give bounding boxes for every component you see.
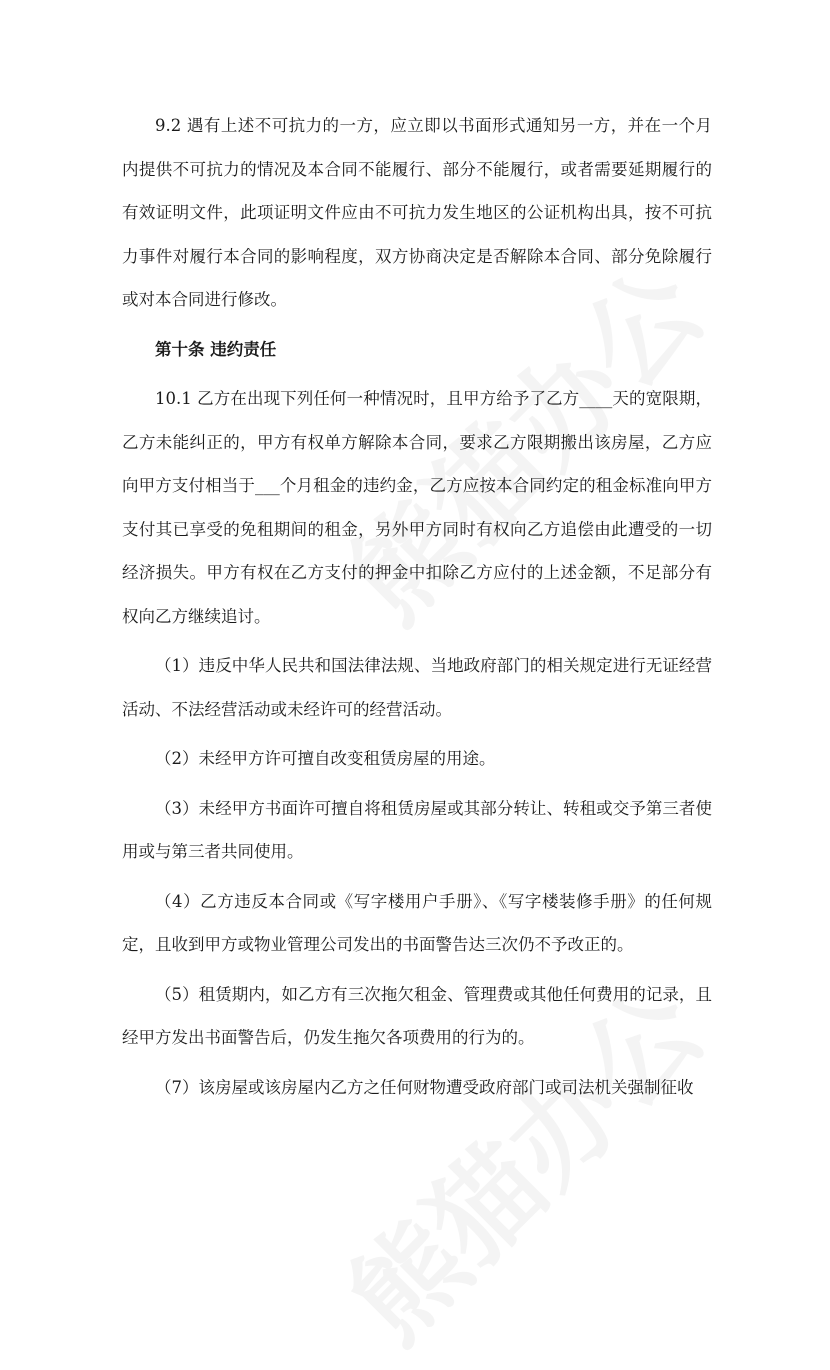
list-item: （1）违反中华人民共和国法律法规、当地政府部门的相关规定进行无证经营活动、不法经营活动或未经许可的经营活动。 xyxy=(122,656,712,719)
list-item: （5）租赁期内，如乙方有三次拖欠租金、管理费或其他任何费用的记录，且经甲方发出书面警告后，仍发生拖欠各项费用的行为的。 xyxy=(122,984,712,1047)
section-heading: 第十条 违约责任 xyxy=(155,339,277,359)
list-item: （2）未经甲方许可擅自改变租赁房屋的用途。 xyxy=(155,749,496,768)
clause-9-2: 9.2 遇有上述不可抗力的一方，应立即以书面形式通知另一方，并在一个月内提供不可抗力的情况及本合同不能履行、部分不能履行，或者需要延期履行的有效证明文件，此项证明文件应由不可抗力发生地区的公证机构出具，按不可抗力事件对履行本合同的影响程度，双方协商决定是否解除本合同、部分免除履行或对本合同进行修改。 xyxy=(122,116,712,309)
clause-10-1: 10.1 乙方在出现下列任何一种情况时，且甲方给予了乙方____天的宽限期，乙方未能纠正的，甲方有权单方解除本合同，要求乙方限期搬出该房屋，乙方应向甲方支付相当于___个月租金的违约金，乙方应按本合同约定的租金标准向甲方支付其已享受的免租期间的租金，另外甲方同时有权向乙方追偿由此遭受的一切经济损失。甲方有权在乙方支付的押金中扣除乙方应付的上述金额，不足部分有权向乙方继续追讨。 xyxy=(122,389,712,626)
list-item: （3）未经甲方书面许可擅自将租赁房屋或其部分转让、转租或交予第三者使用或与第三者共同使用。 xyxy=(122,798,712,861)
list-item: （4）乙方违反本合同或《写字楼用户手册》、《写字楼装修手册》的任何规定，且收到甲方或物业管理公司发出的书面警告达三次仍不予改正的。 xyxy=(122,891,712,954)
document-body xyxy=(122,104,712,1115)
list-item: （7）该房屋或该房屋内乙方之任何财物遭受政府部门或司法机关强制征收 xyxy=(155,1077,694,1097)
